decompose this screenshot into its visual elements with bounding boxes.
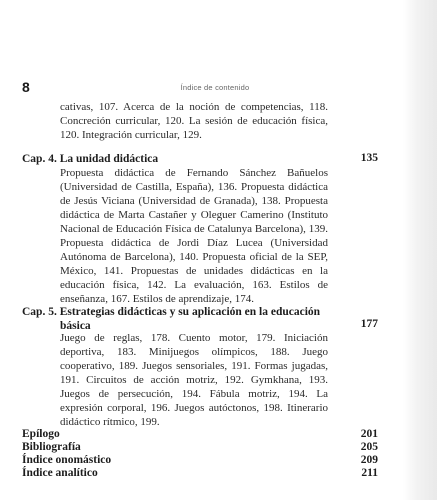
chapter-5-title — [22, 305, 342, 333]
chapter-4-title: Cap. 4. La unidad didáctica — [22, 153, 159, 165]
back-matter-row — [22, 454, 378, 467]
chapter-4-contents: Propuesta didáctica de Fernando Sánchez Bañuelos (Universidad de Castilla, España), 136. Propuesta didáctica de Jesús Viciana (Universidad de Granada), 138. Propuesta didáctica de Marta Castañer y Oleguer Camerino (Instituto Nacional de Educación Física de Catalunya Barcelona), 139. Propuesta didáctica de Jordi Díaz Lucea (Universidad Autónoma de Barcelona), 140. Propuesta oficial de la SEP, México, 141. Propuestas de unidades didácticas en la educación física, 142. La evaluación, 163. Estilos de enseñanza, 167. Estilos de aprendizaje, 174. — [60, 167, 328, 305]
back-matter-row — [22, 428, 378, 441]
back-matter-row — [22, 467, 378, 480]
back-matter-page: 201 — [360, 428, 378, 440]
back-matter-label: Bibliografía — [22, 441, 81, 453]
running-head: Índice de contenido — [180, 83, 250, 92]
chapter-5-contents: Juego de reglas, 178. Cuento motor, 179. Iniciación deportiva, 183. Minijuegos olímpicos, 188. Juego cooperativo, 189. Juegos sensoriales, 191. Formas jugadas, 191. Circuitos de acción motriz, 192. Gymkhana, 193. Juegos de persecución, 194. Fábula motriz, 194. La expresión corporal, 196. Juegos autóctonos, 198. Itinerario didáctico rítmico, 199. — [60, 332, 328, 428]
chapter-5-page: 177 — [360, 318, 378, 330]
back-matter-page: 209 — [360, 454, 378, 466]
continued-entry-text: cativas, 107. Acerca de la noción de competencias, 118. Concreción curricular, 120. La sesión de educación física, 120. Integración curricular, 129. — [60, 101, 328, 141]
back-matter-label: Índice onomástico — [22, 454, 112, 466]
chapter-5-title-line-2: básica — [60, 320, 91, 332]
back-matter-list — [22, 428, 378, 480]
back-matter-page: 211 — [361, 467, 378, 479]
back-matter-label: Epílogo — [22, 428, 60, 440]
page-number: 8 — [22, 79, 30, 95]
back-matter-label: Índice analítico — [22, 467, 98, 479]
chapter-4-page: 135 — [360, 152, 378, 164]
back-matter-row — [22, 441, 378, 454]
chapter-5-title-line-1: Cap. 5. Estrategias didácticas y su aplicación en la educación — [22, 306, 321, 318]
back-matter-page: 205 — [360, 441, 378, 453]
